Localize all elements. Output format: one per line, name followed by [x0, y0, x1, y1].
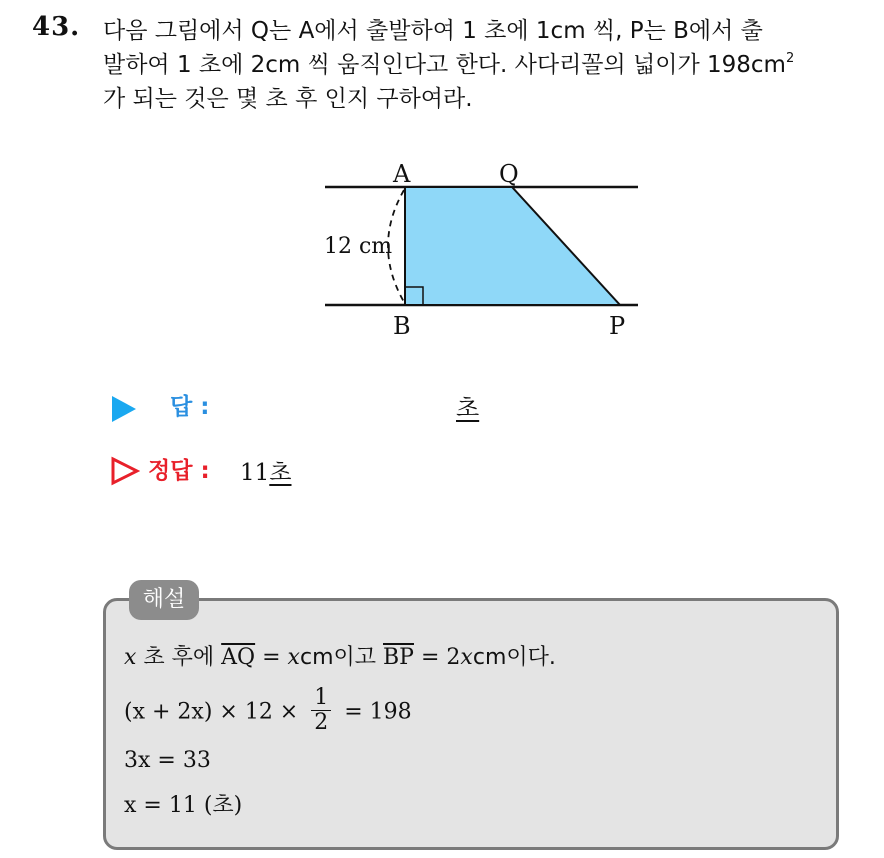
sol1-var-x3: x [460, 645, 473, 670]
area-unit-superscript: 2 [785, 51, 795, 66]
correct-arrow-icon [110, 456, 140, 486]
trapezoid-figure [300, 152, 660, 352]
sol4-unit: 초 [212, 793, 234, 818]
sol1-var-x2: x [287, 645, 300, 670]
sol1-eq1: = [262, 645, 281, 670]
segment-aq: $\overline{AQ}$ [221, 645, 256, 670]
problem-text [103, 14, 873, 116]
problem-line-2 [103, 48, 873, 82]
sol1-after: 초 후에 [143, 645, 215, 670]
sol2-lhs: (x + 2x) × 12 × [124, 699, 299, 725]
correct-answer-row [108, 452, 528, 492]
correct-number: 11 [240, 460, 270, 486]
answer-row [108, 388, 528, 428]
sol4-lhs: x = 11 ( [124, 793, 213, 818]
solution-line-4 [124, 788, 242, 819]
problem-number: 43. [32, 12, 81, 42]
fraction-half [311, 686, 331, 735]
label-b: B [393, 312, 411, 340]
label-q: Q [499, 160, 519, 188]
solution-line-1 [124, 640, 556, 671]
sol1-cm2: cm이다. [472, 645, 556, 670]
label-a: A [393, 160, 411, 188]
problem-line-2-text: 발하여 1 초에 2cm 씩 움직인다고 한다. 사다리꼴의 넓이가 198cm [103, 52, 786, 78]
problem-line-1: 다음 그림에서 Q는 A에서 출발하여 1 초에 1cm 씩, P는 B에서 출 [103, 18, 763, 44]
fraction-numerator: 1 [311, 686, 331, 711]
label-p: P [609, 312, 626, 340]
height-label: 12 cm [324, 234, 393, 259]
solution-line-3: 3x = 33 [124, 748, 211, 773]
sol1-var-x: x [124, 645, 137, 670]
trapezoid-shape [405, 187, 620, 305]
answer-arrow-icon [112, 396, 136, 422]
correct-label: 정답 : [148, 458, 210, 484]
sol1-cm1: cm이고 [299, 645, 376, 670]
segment-bp: $\overline{BP}$ [383, 645, 414, 670]
fraction-denominator: 2 [314, 710, 329, 735]
answer-unit[interactable]: 초 [456, 394, 480, 422]
sol2-rhs: = 198 [344, 699, 412, 725]
sol1-eq2: = 2 [420, 645, 461, 670]
correct-unit: 초 [269, 460, 292, 486]
answer-label: 답 : [170, 394, 210, 420]
sol4-close: ) [233, 793, 243, 818]
solution-tab: 해설 [129, 580, 199, 620]
problem-line-3: 가 되는 것은 몇 초 후 인지 구하여라. [103, 86, 473, 112]
solution-line-2 [124, 685, 412, 737]
correct-value [240, 454, 292, 487]
